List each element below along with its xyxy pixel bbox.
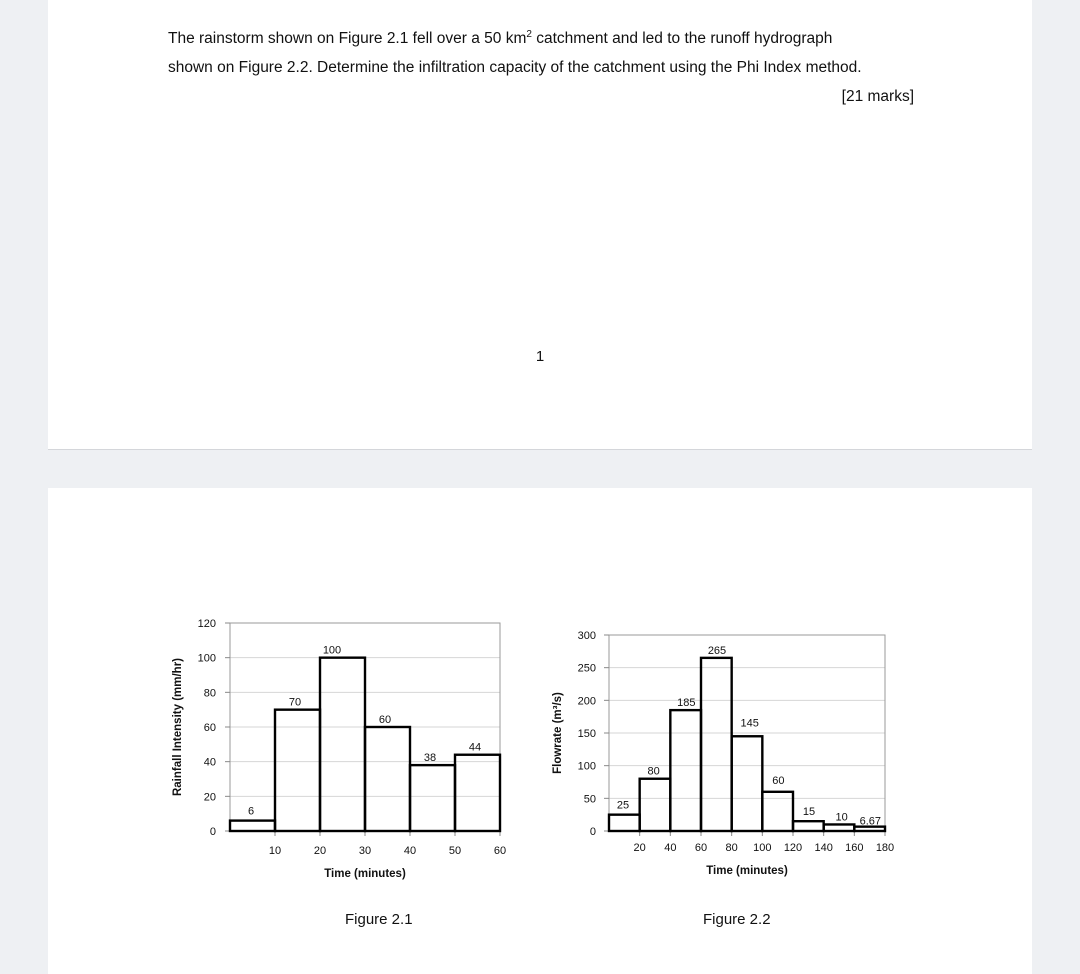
bar (230, 821, 275, 831)
x-tick-label: 180 (875, 842, 895, 854)
bar (824, 824, 855, 831)
y-tick-label: 250 (577, 662, 596, 675)
data-label: 80 (647, 765, 660, 778)
x-tick-label: 60 (694, 842, 708, 854)
x-tick-label: 80 (725, 842, 738, 854)
bar (732, 736, 763, 831)
data-label: 6.67 (859, 815, 882, 828)
page-1 (48, 0, 1032, 450)
question-text-part: catchment and led to the runoff hydrograph (531, 30, 833, 48)
x-tick-label: 140 (814, 842, 833, 854)
bar (320, 658, 365, 831)
question-line-2: shown on Figure 2.2. Determine the infiltration capacity of the catchment using the Phi Index method. (168, 59, 862, 76)
bar (640, 779, 671, 831)
bar (701, 658, 732, 831)
y-tick-label: 20 (203, 791, 216, 804)
bar (609, 815, 640, 831)
data-label: 145 (740, 717, 759, 730)
question-line-1 (168, 18, 914, 55)
data-label: 60 (772, 774, 785, 787)
y-tick-label: 50 (583, 793, 596, 806)
page-number: 1 (535, 348, 545, 365)
bar (365, 727, 410, 831)
rainfall-hyetograph-chart (172, 618, 506, 880)
data-label: 185 (677, 697, 696, 710)
bar (455, 755, 500, 831)
data-label: 38 (423, 752, 437, 765)
x-tick-label: 50 (448, 845, 462, 857)
y-tick-label: 300 (577, 630, 596, 642)
y-tick-label: 60 (203, 722, 216, 734)
y-axis-title: Rainfall Intensity (mm/hr) (172, 657, 184, 797)
x-axis-title: Time (minutes) (324, 868, 406, 880)
x-tick-label: 40 (403, 845, 417, 857)
y-tick-label: 120 (197, 618, 216, 630)
data-label: 10 (835, 811, 848, 824)
y-tick-label: 200 (577, 695, 596, 708)
x-tick-label: 120 (783, 842, 803, 854)
marks-label: [21 marks] (841, 88, 914, 105)
data-label: 70 (288, 696, 302, 709)
data-label: 15 (802, 806, 816, 819)
x-tick-label: 30 (358, 845, 372, 857)
y-tick-label: 150 (577, 728, 596, 740)
data-label: 265 (707, 644, 727, 657)
data-label: 44 (468, 741, 482, 754)
y-tick-label: 0 (589, 826, 596, 838)
y-axis-title: Flowrate (m³/s) (552, 692, 564, 774)
x-tick-label: 100 (753, 842, 772, 854)
figures-svg (48, 488, 1032, 974)
x-tick-label: 160 (845, 842, 864, 854)
question-text-part: The rainstorm shown on Figure 2.1 fell over a 50 km (168, 30, 527, 48)
data-label: 6 (247, 805, 255, 818)
superscript: 2 (526, 29, 532, 40)
x-tick-label: 60 (493, 845, 507, 857)
x-tick-label: 10 (268, 845, 282, 857)
bar (793, 821, 824, 831)
bar (762, 792, 793, 831)
bar (410, 765, 455, 831)
data-label: 60 (378, 714, 392, 726)
runoff-hydrograph-chart (552, 630, 894, 877)
page-2 (48, 488, 1032, 974)
data-label: 25 (616, 799, 630, 812)
figure-2-1-caption: Figure 2.1 (345, 911, 413, 928)
x-tick-label: 20 (313, 845, 327, 857)
x-tick-label: 20 (633, 842, 646, 854)
y-tick-label: 100 (577, 760, 596, 773)
x-tick-label: 40 (664, 842, 677, 854)
x-axis-title: Time (minutes) (706, 865, 788, 877)
bar (275, 710, 320, 831)
figure-2-2-caption: Figure 2.2 (703, 911, 771, 928)
bar (670, 710, 701, 831)
y-tick-label: 0 (209, 826, 216, 838)
data-label: 100 (322, 644, 342, 657)
y-tick-label: 40 (203, 756, 216, 769)
y-tick-label: 80 (203, 687, 216, 700)
y-tick-label: 100 (197, 652, 216, 665)
